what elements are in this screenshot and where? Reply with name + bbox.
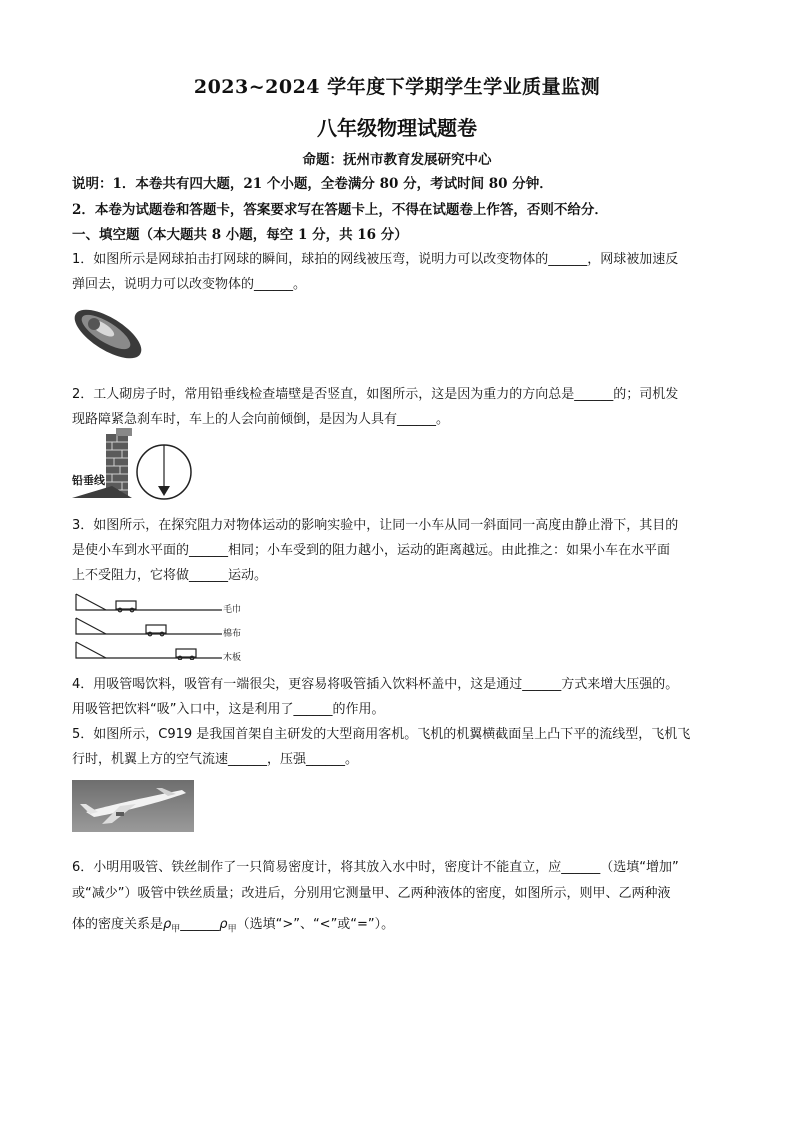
question-2-line-1: 2．工人砌房子时，常用铅垂线检查墙壁是否竖直，如图所示，这是因为重力的方向总是______的；司机发 [72, 387, 679, 402]
plumb-line-label: 铅垂线 [72, 474, 105, 487]
rho-subscript-a: 甲 [171, 924, 181, 935]
question-6-line-3-start: 体的密度关系是 [72, 917, 164, 932]
plumb-line-figure [72, 428, 197, 503]
friction-ramp-figure [72, 590, 252, 663]
exam-author: 命题：抚州市教育发展研究中心 [302, 152, 492, 168]
question-3-line-1: 3．如图所示，在探究阻力对物体运动的影响实验中，让同一小车从同一斜面同一高度由静止滑下，其目的 [72, 518, 679, 533]
c919-airplane-photo [72, 780, 194, 832]
question-4-line-1: 4．用吸管喝饮料，吸管有一端很尖，更容易将吸管插入饮料杯盖中，这是通过______方式来增大压强的。 [72, 677, 679, 692]
rho-symbol-b: ρ [219, 917, 228, 932]
question-6-line-2: 或“减少”）吸管中铁丝质量；改进后，分别用它测量甲、乙两种液体的密度，如图所示，则甲、乙两种液 [72, 886, 671, 901]
exam-title: 2023~2024 学年度下学期学生学业质量监测 [193, 76, 601, 98]
rho-subscript-b: 甲 [227, 924, 237, 935]
question-5-line-2: 行时，机翼上方的空气流速______，压强______。 [72, 752, 359, 767]
exam-subtitle: 八年级物理试题卷 [317, 116, 477, 140]
instructions-line-1: 说明：1．本卷共有四大题，21 个小题，全卷满分 80 分，考试时间 80 分钟． [72, 176, 553, 192]
question-1-line-2: 弹回去，说明力可以改变物体的______。 [72, 277, 307, 292]
rho-symbol-a: ρ [163, 917, 172, 932]
tennis-racket-figure [72, 300, 147, 372]
question-5-line-1: 5．如图所示，C919 是我国首架自主研发的大型商用客机。飞机的机翼横截面呈上凸下平的流线型，飞机飞 [72, 727, 691, 742]
question-6-line-3-end: （选填“>”、“<”或“=”）。 [236, 917, 395, 932]
question-1-line-1: 1．如图所示是网球拍击打网球的瞬间，球拍的网线被压弯，说明力可以改变物体的______，网球被加速反 [72, 252, 679, 267]
question-4-line-2: 用吸管把饮料“吸”入口中，这是利用了______的作用。 [72, 702, 385, 717]
surface-label-wood: 木板 [223, 653, 242, 663]
question-3-line-3: 上不受阻力，它将做______运动。 [72, 568, 268, 583]
question-6-line-3 [72, 913, 394, 935]
question-6-line-1: 6．小明用吸管、铁丝制作了一只简易密度计，将其放入水中时，密度计不能直立，应______（选填“增加” [72, 860, 679, 875]
question-2-line-2: 现路障紧急刹车时，车上的人会向前倾倒，是因为人具有______。 [72, 412, 450, 427]
surface-label-towel: 毛巾 [223, 605, 242, 615]
question-3-line-2: 是使小车到水平面的______相同；小车受到的阻力越小，运动的距离越远。由此推之：如果小车在水平面 [72, 543, 671, 558]
instructions-line-2: 2．本卷为试题卷和答题卡，答案要求写在答题卡上，不得在试题卷上作答，否则不给分． [72, 202, 608, 218]
surface-label-cotton: 棉布 [223, 629, 242, 639]
answer-blank: ______ [180, 917, 220, 932]
section-heading: 一、填空题（本大题共 8 小题，每空 1 分，共 16 分） [72, 227, 408, 243]
